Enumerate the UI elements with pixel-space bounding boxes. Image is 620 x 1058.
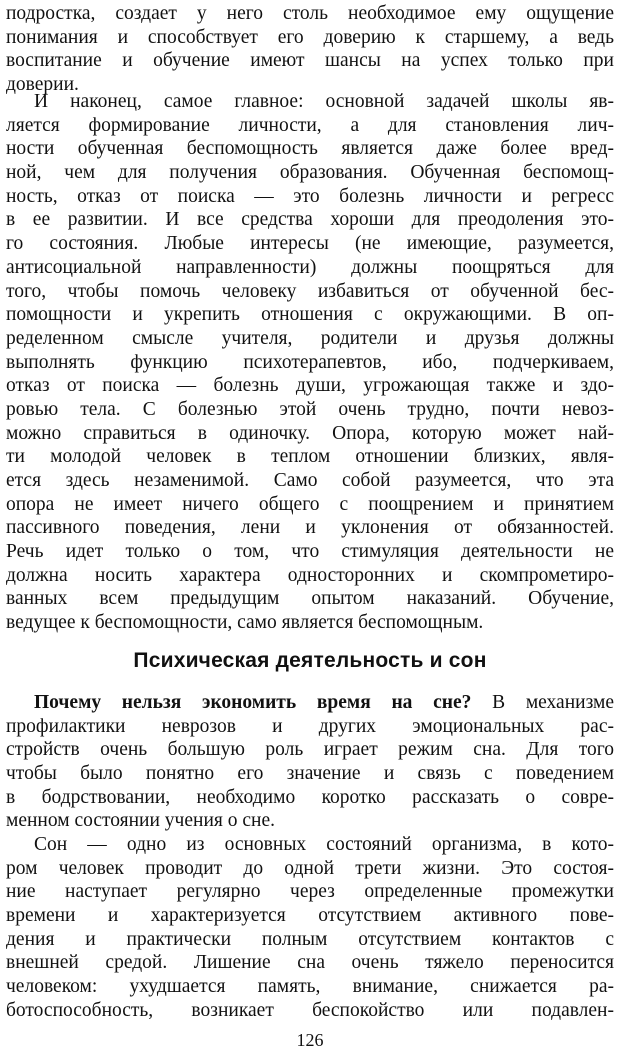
section-heading: Психическая деятельность и сон	[133, 649, 487, 672]
text-line: дения и практически полным отсутствием контактов с	[6, 928, 614, 950]
text-line: должна носить характера односторонних и скомпрометиро-	[6, 564, 614, 586]
lead-question: Почему нельзя экономить время на сне?	[34, 692, 472, 713]
text-line: того, чтобы помочь человеку избавиться от обученной бес-	[6, 280, 614, 302]
text-line: ность, отказ от поиска — это болезнь личности и регресс	[6, 185, 614, 207]
text-line: ведущее к беспомощности, само является беспомощным.	[6, 612, 484, 634]
page-number: 126	[296, 1030, 324, 1050]
paragraph-sleep	[6, 833, 614, 1023]
text-line: пассивного поведения, лени и уклонения от обязанностей.	[6, 517, 614, 539]
text-line: ной, чем для получения образования. Обученная беспомощ-	[6, 162, 614, 184]
text-line: ром человек проводит до одной трети жизни. Это состоя-	[6, 857, 614, 879]
paragraph-lead	[6, 691, 614, 833]
text-line: воспитание и обучение имеют шансы на успех только при	[6, 50, 614, 72]
text-line: человеком: ухудшается память, внимание, снижается ра-	[6, 976, 614, 998]
paragraph-main	[6, 90, 614, 635]
text-line: помощности и укрепить отношения с окружающими. В оп-	[6, 304, 614, 326]
text-line: внешней средой. Лишение сна очень тяжело переносится	[6, 952, 614, 974]
text-line: ляется формирование личности, а для становления лич-	[6, 114, 614, 136]
text-line: Речь идет только о том, что стимуляция деятельности не	[6, 541, 614, 563]
text-line-lead	[6, 691, 614, 715]
text-line: менном состоянии учения о сне.	[6, 810, 275, 832]
text-line: времени и характеризуется отсутствием активного пове-	[6, 905, 614, 927]
text-line: чтобы было понятно его значение и связь с поведением	[6, 763, 614, 785]
lead-rest: В механизме	[471, 692, 614, 713]
text-line: ности обученная беспомощность является даже более вред-	[6, 138, 614, 160]
text-line: ние наступает регулярно через определенные промежутки	[6, 881, 614, 903]
text-line: понимания и способствует его доверию к старшему, а ведь	[6, 26, 614, 48]
text-line: доверии.	[6, 74, 79, 96]
text-line: ти молодой человек в теплом отношении близких, явля-	[6, 446, 614, 468]
text-line: ровью тела. С болезнью этой очень трудно, почти невоз-	[6, 398, 614, 420]
text-line: И наконец, самое главное: основной задачей школы яв-	[34, 91, 614, 112]
text-line: стройств очень большую роль играет режим сна. Для того	[6, 739, 614, 761]
text-line: подростка, создает у него столь необходимое ему ощущение	[6, 3, 614, 24]
text-line: в бодрствовании, необходимо коротко рассказать о совре-	[6, 786, 614, 808]
paragraph-continuation	[6, 2, 614, 97]
text-line: выполнять функцию психотерапевтов, ибо, подчеркиваем,	[6, 351, 614, 373]
text-line: ванных всем предыдущим опытом наказаний. Обучение,	[6, 588, 614, 610]
text-line: отказ от поиска — болезнь души, угрожающая также и здо-	[6, 375, 614, 397]
text-line: профилактики неврозов и других эмоциональных рас-	[6, 715, 614, 737]
text-line: антисоциальной направленности) должны поощряться для	[6, 256, 614, 278]
text-line: опора не имеет ничего общего с поощрением и принятием	[6, 493, 614, 515]
text-line: Сон — одно из основных состояний организма, в кото-	[34, 834, 614, 855]
text-line: можно справиться в одиночку. Опора, которую может най-	[6, 422, 614, 444]
text-line: ределенном смысле учителя, родители и друзья должны	[6, 327, 614, 349]
text-line: го состояния. Любые интересы (не имеющие, разумеется,	[6, 233, 614, 255]
text-line: ботоспособность, возникает беспокойство или подавлен-	[6, 999, 614, 1021]
text-line: в ее развитии. И все средства хороши для преодоления это-	[6, 209, 614, 231]
text-line: ется здесь незаменимой. Само собой разумеется, что эта	[6, 470, 614, 491]
